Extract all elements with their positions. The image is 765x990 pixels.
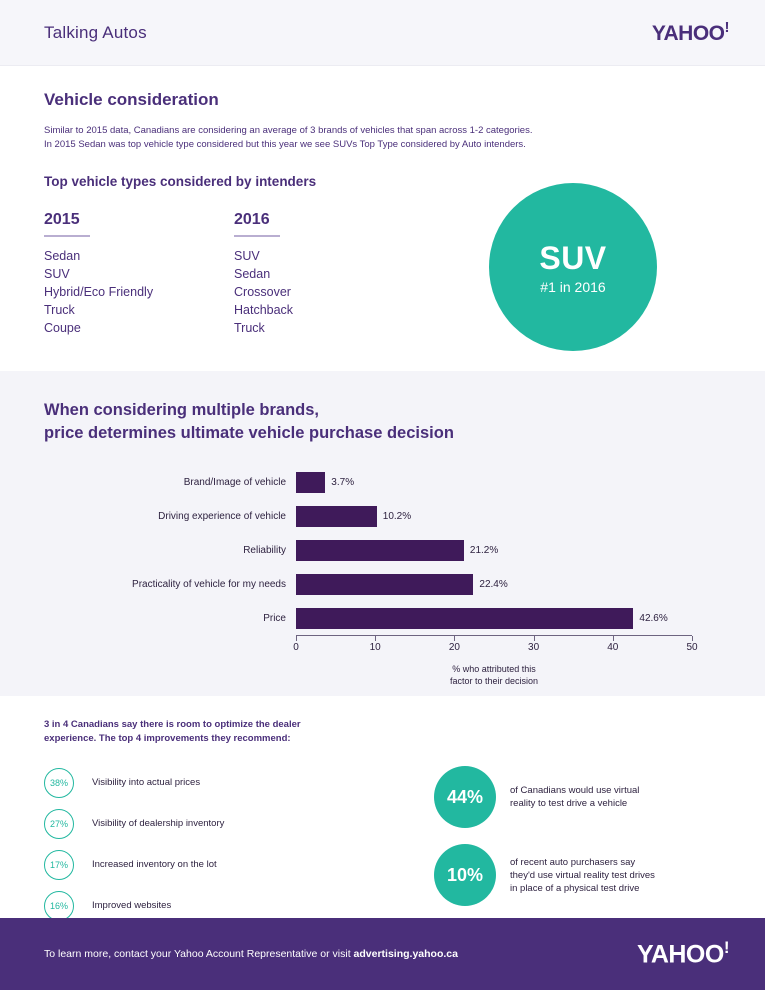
list-item: Truck	[234, 321, 265, 335]
bar-track	[296, 465, 692, 499]
x-axis-caption-line1: % who attributed this	[452, 664, 536, 674]
x-axis	[293, 635, 698, 655]
list-item: Truck	[44, 303, 75, 317]
stat-description-line2: reality to test drive a vehicle	[510, 798, 628, 809]
suv-badge-title: SUV	[539, 239, 607, 276]
footer-text-prefix: To learn more, contact your Yahoo Account Representative or visit	[44, 948, 354, 960]
list-item: Hatchback	[234, 303, 294, 317]
yahoo-logo	[652, 19, 729, 46]
bar	[296, 472, 325, 493]
suv-badge-subtitle: #1 in 2016	[540, 278, 606, 295]
list-item	[44, 844, 434, 885]
x-axis-tick-label: 40	[607, 642, 619, 653]
stat-description-line1: of Canadians would use virtual	[510, 785, 640, 796]
list-item	[44, 803, 434, 844]
chart-row	[44, 465, 721, 499]
section3-intro-line1: 3 in 4 Canadians say there is room to optimize the dealer	[44, 719, 301, 730]
percent-badge: 17%	[44, 850, 74, 880]
x-axis-tick	[296, 636, 297, 641]
chart-row	[44, 499, 721, 533]
bar-track	[296, 533, 692, 567]
bar	[296, 540, 464, 561]
yahoo-logo-text: YAHOO	[651, 22, 725, 45]
x-axis-tick-label: 50	[686, 642, 698, 653]
bar-category-label: Reliability	[243, 544, 286, 556]
x-axis-tick	[534, 636, 535, 641]
percent-badge: 27%	[44, 809, 74, 839]
stat-description-line2: they'd use virtual reality test drives	[510, 869, 655, 881]
bar-track	[296, 567, 692, 601]
x-axis-tick-label: 30	[528, 642, 540, 653]
list-item: SUV	[44, 267, 70, 281]
bar-value-label: 3.7%	[331, 476, 355, 488]
section1-heading: Vehicle consideration	[44, 90, 219, 109]
bar-category-label: Practicality of vehicle for my needs	[132, 578, 286, 590]
improvements-list	[44, 762, 434, 926]
x-axis-tick	[375, 636, 376, 641]
section1-subheading: Top vehicle types considered by intenders	[44, 174, 317, 189]
year-label-2015: 2015	[44, 211, 90, 237]
percent-badge: 38%	[44, 768, 74, 798]
bar	[296, 506, 377, 527]
section1-lead-line2: In 2015 Sedan was top vehicle type considered but this year we see SUVs Top Type considered by Auto intenders.	[44, 139, 526, 150]
dealer-experience-section	[0, 696, 765, 912]
bar-category-label: Price	[263, 612, 286, 624]
section1-lead	[44, 124, 644, 152]
improvement-label: Visibility into actual prices	[92, 777, 201, 788]
chart-row	[44, 533, 721, 567]
bar-track	[296, 601, 692, 635]
bar-value-label: 10.2%	[382, 510, 412, 522]
bar-category-label: Driving experience of vehicle	[158, 510, 286, 522]
stat-description	[510, 856, 655, 895]
section3-intro	[44, 718, 374, 746]
bar	[296, 608, 633, 629]
page-header	[0, 0, 765, 66]
bar-value-label: 21.2%	[469, 544, 499, 556]
x-axis-tick-label: 0	[293, 642, 299, 653]
virtual-reality-stats	[434, 762, 655, 926]
page-footer	[0, 918, 765, 990]
x-axis-tick	[692, 636, 693, 641]
page-title: Talking Autos	[44, 22, 147, 42]
improvement-label: Increased inventory on the lot	[92, 859, 217, 870]
bar-track	[296, 499, 692, 533]
list-item: Hybrid/Eco Friendly	[44, 285, 154, 299]
footer-yahoo-logo	[637, 938, 729, 969]
bar-value-label: 22.4%	[479, 578, 508, 590]
bar-category-label: Brand/Image of vehicle	[183, 476, 286, 488]
footer-text	[44, 948, 458, 960]
list-item: Sedan	[44, 249, 81, 263]
chart-row	[44, 567, 721, 601]
stat-item	[434, 844, 655, 906]
year-label-2016: 2016	[234, 211, 280, 237]
footer-link[interactable]: advertising.yahoo.ca	[353, 948, 458, 960]
x-axis-tick	[454, 636, 455, 641]
x-axis-tick	[613, 636, 614, 641]
vehicle-type-column-2016	[234, 211, 424, 337]
vehicle-consideration-section	[0, 66, 765, 371]
section3-body	[44, 762, 721, 926]
stat-item	[434, 766, 655, 828]
list-item: Sedan	[234, 267, 271, 281]
chart-title-line2: price determines ultimate vehicle purchase decision	[44, 424, 454, 442]
yahoo-logo-bang: !	[724, 19, 729, 36]
bar	[296, 574, 473, 595]
list-item: Coupe	[44, 321, 81, 335]
stat-badge: 44%	[434, 766, 496, 828]
stat-description-line1: of recent auto purchasers say	[510, 856, 636, 868]
footer-logo-text: YAHOO	[636, 940, 724, 969]
stat-description	[510, 784, 639, 810]
improvement-label: Improved websites	[92, 900, 172, 911]
section3-intro-line2: experience. The top 4 improvements they recommend:	[44, 733, 291, 744]
x-axis-caption	[296, 663, 692, 687]
footer-logo-bang: !	[723, 938, 729, 958]
chart-row	[44, 601, 721, 635]
section1-lead-line1: Similar to 2015 data, Canadians are considering an average of 3 brands of vehicles that span across 1-2 categories.	[44, 125, 533, 136]
stat-description-line3: in place of a physical test drive	[510, 882, 640, 894]
vehicle-type-column-2015	[44, 211, 234, 337]
purchase-decision-section	[0, 371, 765, 696]
stat-badge: 10%	[434, 844, 496, 906]
x-axis-caption-line2: factor to their decision	[449, 676, 539, 686]
chart-bars	[44, 465, 721, 635]
list-item: Crossover	[234, 285, 291, 299]
percent-badge: 16%	[44, 891, 74, 921]
list-item: SUV	[234, 249, 260, 263]
chart-title-line1: When considering multiple brands,	[44, 401, 320, 419]
list-item	[44, 762, 434, 803]
x-axis-tick-label: 20	[448, 642, 460, 653]
bar-value-label: 42.6%	[639, 612, 668, 624]
improvement-label: Visibility of dealership inventory	[92, 818, 225, 829]
suv-badge	[489, 183, 657, 351]
purchase-factor-bar-chart	[44, 465, 721, 686]
x-axis-tick-label: 10	[369, 642, 381, 653]
chart-title	[44, 399, 721, 445]
